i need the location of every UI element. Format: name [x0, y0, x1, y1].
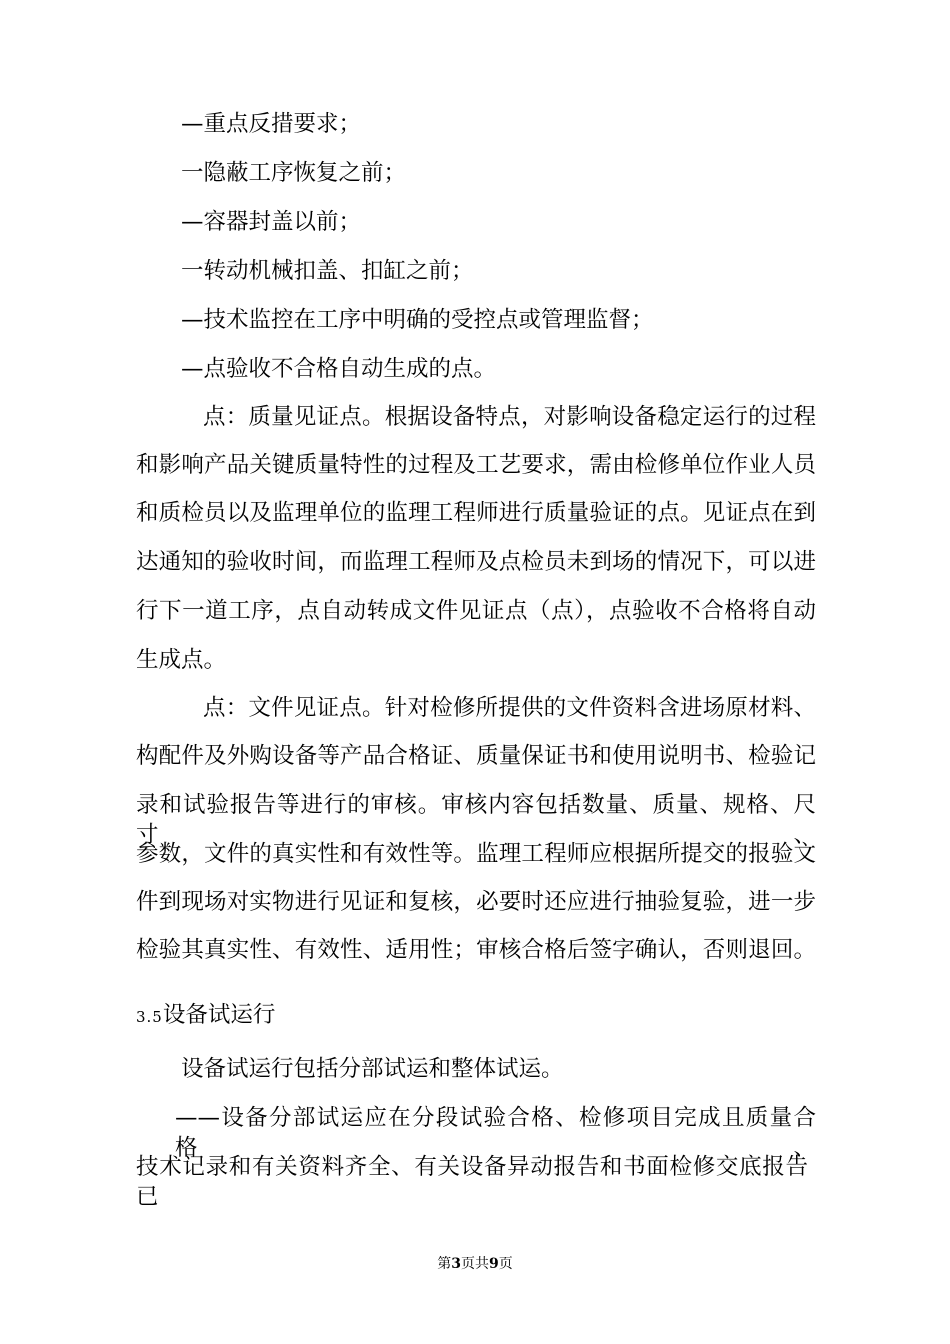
- footer-middle: 页共: [461, 1256, 489, 1272]
- paragraph-line: 和质检员以及监理单位的监理工程师进行质量验证的点。见证点在到: [136, 500, 816, 526]
- paragraph-line: 技术记录和有关资料齐全、有关设备异动报告和书面检修交底报告已: [136, 1154, 808, 1210]
- list-item: —重点反措要求；: [181, 111, 362, 137]
- paragraph-line: 检验其真实性、有效性、适用性；审核合格后签字确认，否则退回。: [136, 937, 816, 963]
- paragraph-line: ——设备分部试运应在分段试验合格、检修项目完成且质量合格、: [175, 1105, 816, 1161]
- list-item: 一隐蔽工序恢复之前；: [181, 160, 407, 186]
- paragraph-line: 参数，文件的真实性和有效性等。监理工程师应根据所提交的报验文: [136, 841, 816, 867]
- list-item: 一转动机械扣盖、扣缸之前；: [181, 258, 474, 284]
- paragraph-line: 行下一道工序，点自动转成文件见证点（点），点验收不合格将自动: [136, 598, 816, 624]
- paragraph-line: 达通知的验收时间，而监理工程师及点检员未到场的情况下，可以进: [136, 549, 816, 575]
- paragraph-line: 点：质量见证点。根据设备特点，对影响设备稳定运行的过程: [203, 404, 816, 430]
- section-heading: [136, 1000, 275, 1032]
- paragraph-line: 和影响产品关键质量特性的过程及工艺要求，需由检修单位作业人员: [136, 452, 816, 478]
- list-item: —容器封盖以前；: [181, 209, 362, 235]
- paragraph-line: 构配件及外购设备等产品合格证、质量保证书和使用说明书、检验记: [136, 743, 816, 769]
- paragraph-line: 件到现场对实物进行见证和复核，必要时还应进行抽验复验，进一步: [136, 889, 816, 915]
- footer-suffix: 页: [498, 1256, 513, 1272]
- total-pages-number: 9: [489, 1256, 499, 1272]
- section-intro: 设备试运行包括分部试运和整体试运。: [181, 1056, 564, 1082]
- page-footer: [0, 1254, 950, 1274]
- paragraph-line: 生成点。: [136, 647, 227, 673]
- list-item: —技术监控在工序中明确的受控点或管理监督；: [181, 307, 654, 333]
- list-item: —点验收不合格自动生成的点。: [181, 356, 497, 382]
- footer-prefix: 第: [437, 1256, 452, 1272]
- section-number: 3.5: [136, 1008, 163, 1026]
- current-page-number: 3: [451, 1256, 461, 1272]
- section-title: 设备试运行: [162, 1002, 276, 1028]
- paragraph-line: 录和试验报告等进行的审核。审核内容包括数量、质量、规格、尺寸、: [136, 792, 816, 848]
- paragraph-line: 点：文件见证点。针对检修所提供的文件资料含进场原材料、: [203, 695, 816, 721]
